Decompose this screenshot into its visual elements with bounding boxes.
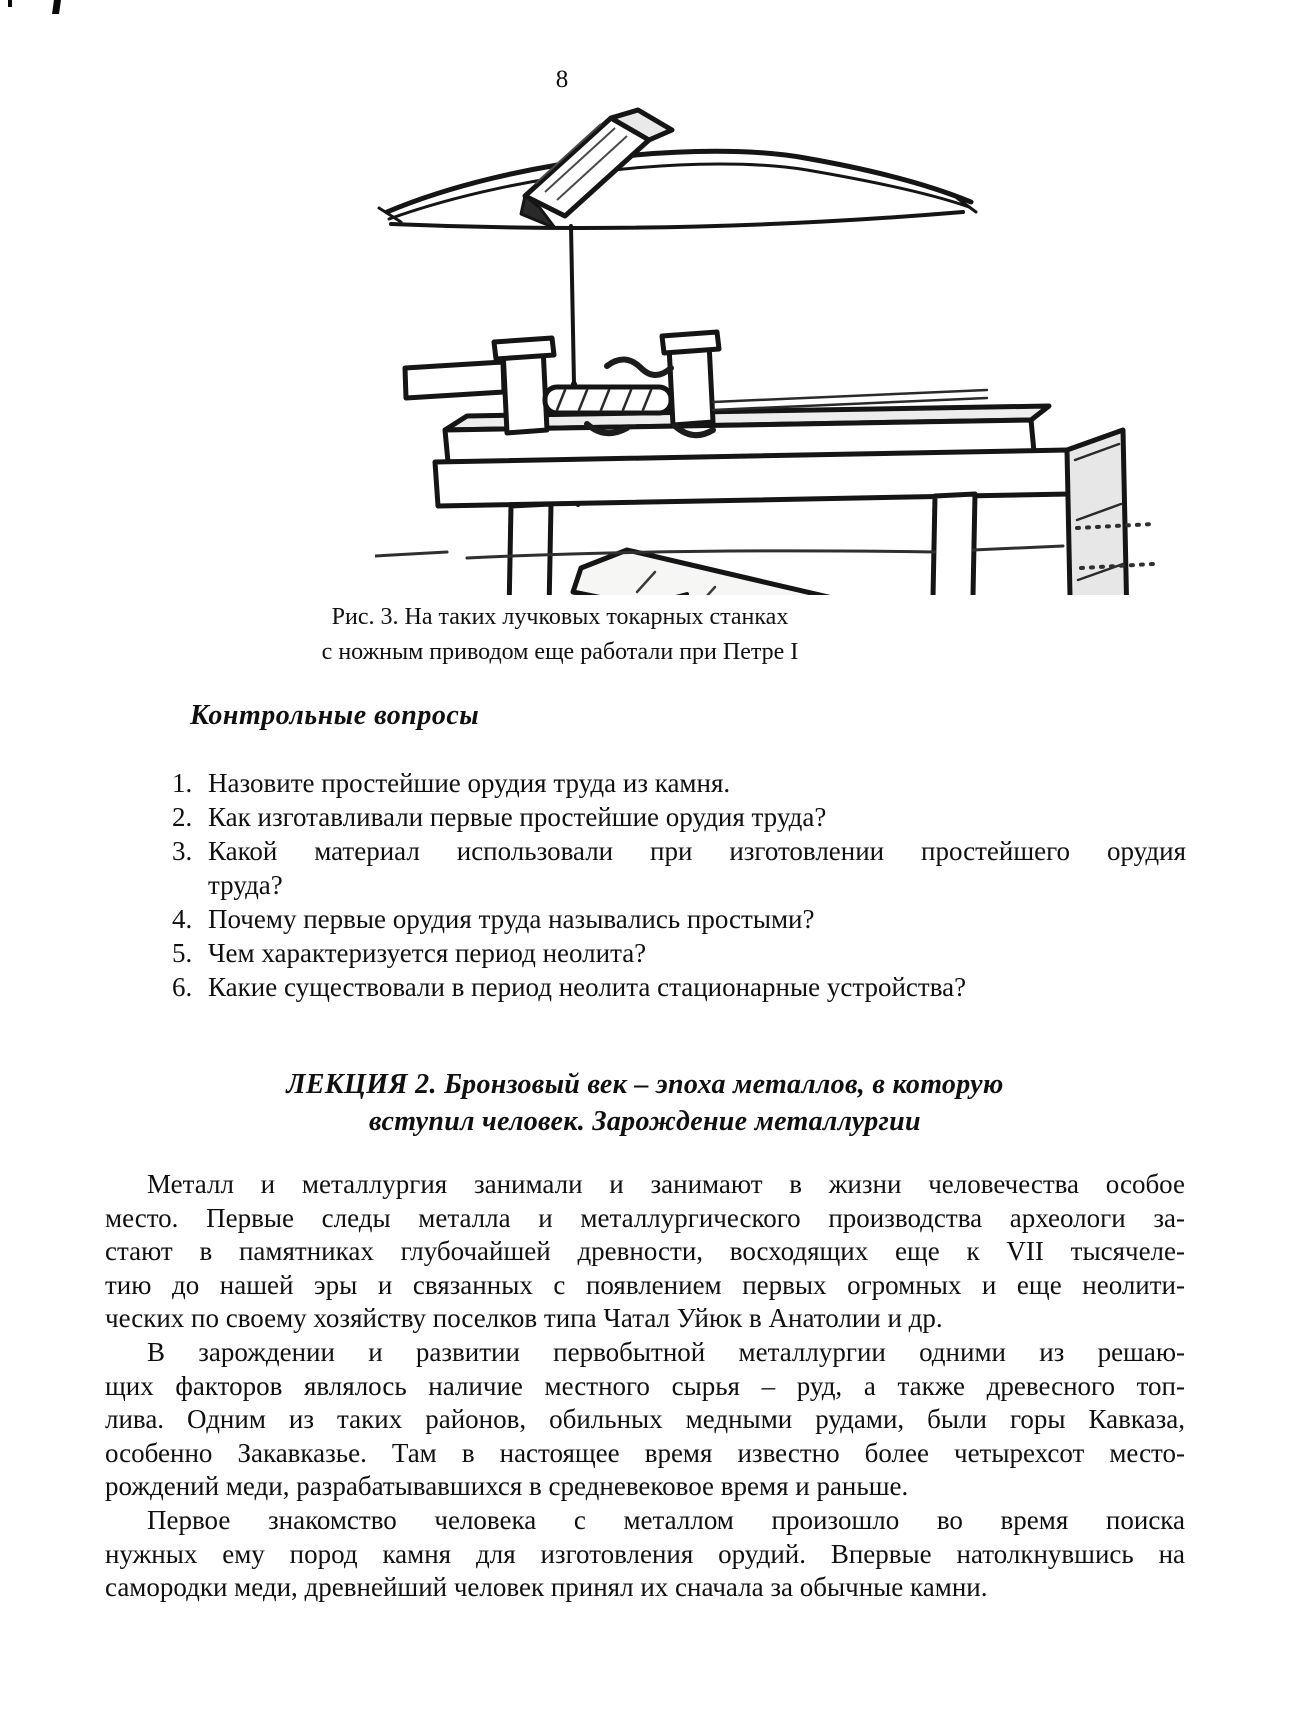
question-line: Чем характеризуется период неолита?	[208, 938, 647, 968]
question-line: Какой материал использовали при изготовлении простейшего орудия	[208, 836, 1186, 866]
body-paragraphs	[105, 1168, 1185, 1605]
body-line: В зарождении и развитии первобытной металлургии одними из решаю-	[147, 1336, 1185, 1367]
question-number: 1.	[172, 768, 193, 798]
question-text	[208, 800, 1186, 834]
lecture-heading-line2: вступил человек. Зарождение металлургии	[369, 1106, 921, 1137]
body-line: тию до нашей эры и связанных с появлением первых огромных и еще неолити-	[105, 1269, 1185, 1300]
question-line: Почему первые орудия труда назывались простыми?	[208, 904, 815, 934]
figure-caption-line1: Рис. 3. На таких лучковых токарных станках	[331, 604, 789, 630]
bow-lathe-figure	[375, 100, 1155, 595]
question-text	[208, 970, 1186, 1004]
question-number: 6.	[172, 972, 193, 1002]
lecture-heading-line1: ЛЕКЦИЯ 2. Бронзовый век – эпоха металлов, в которую	[286, 1069, 1004, 1100]
page-number: 8	[555, 66, 569, 93]
question-item	[172, 800, 1186, 834]
question-item	[172, 902, 1186, 936]
body-line: Первое знакомство человека с металлом произошло во время поиска	[147, 1504, 1185, 1535]
body-line: лива. Одним из таких районов, обильных медными рудами, были горы Кавказа,	[105, 1404, 1185, 1435]
question-number: 2.	[172, 802, 193, 832]
questions-heading: Контрольные вопросы	[190, 700, 480, 731]
question-text	[208, 834, 1186, 902]
questions-list	[172, 766, 1186, 1004]
question-text	[208, 936, 1186, 970]
question-text	[208, 766, 1186, 800]
scan-artifact	[8, 0, 12, 7]
body-line: место. Первые следы металла и металлургического производства археологи за-	[105, 1202, 1185, 1233]
body-line: Металл и металлургия занимали и занимают в жизни человечества особое	[147, 1169, 1185, 1199]
question-item	[172, 834, 1186, 902]
question-number: 5.	[172, 938, 193, 968]
question-line: Как изготавливали первые простейшие орудия труда?	[208, 802, 827, 832]
figure-caption	[150, 600, 970, 670]
scan-artifact	[52, 0, 61, 14]
body-line: особенно Закавказье. Там в настоящее время известно более четырехсот место-	[105, 1437, 1185, 1468]
body-line: щих факторов являлось наличие местного сырья – руд, а также древесного топ-	[105, 1370, 1185, 1401]
question-line: Какие существовали в период неолита стационарные устройства?	[208, 972, 967, 1002]
question-item	[172, 766, 1186, 800]
lecture-heading	[105, 1066, 1185, 1140]
body-line: стают в памятниках глубочайшей древности, восходящих еще к VII тысячеле-	[105, 1236, 1185, 1267]
question-item	[172, 936, 1186, 970]
body-line: самородки меди, древнейший человек принял их сначала за обычные камни.	[105, 1572, 988, 1603]
figure-caption-line2: с ножным приводом еще работали при Петре I	[321, 639, 799, 665]
question-text	[208, 902, 1186, 936]
body-line: ческих по своему хозяйству поселков типа Чатал Уйюк в Анатолии и др.	[105, 1303, 943, 1334]
question-line: труда?	[208, 870, 283, 900]
question-line: Назовите простейшие орудия труда из камня.	[208, 768, 731, 798]
body-line: нужных ему пород камня для изготовления орудий. Впервые натолкнувшись на	[105, 1538, 1185, 1569]
question-item	[172, 970, 1186, 1004]
body-line: рождений меди, разрабатывавшихся в средневековое время и раньше.	[105, 1471, 909, 1502]
question-number: 3.	[172, 836, 193, 866]
question-number: 4.	[172, 904, 193, 934]
